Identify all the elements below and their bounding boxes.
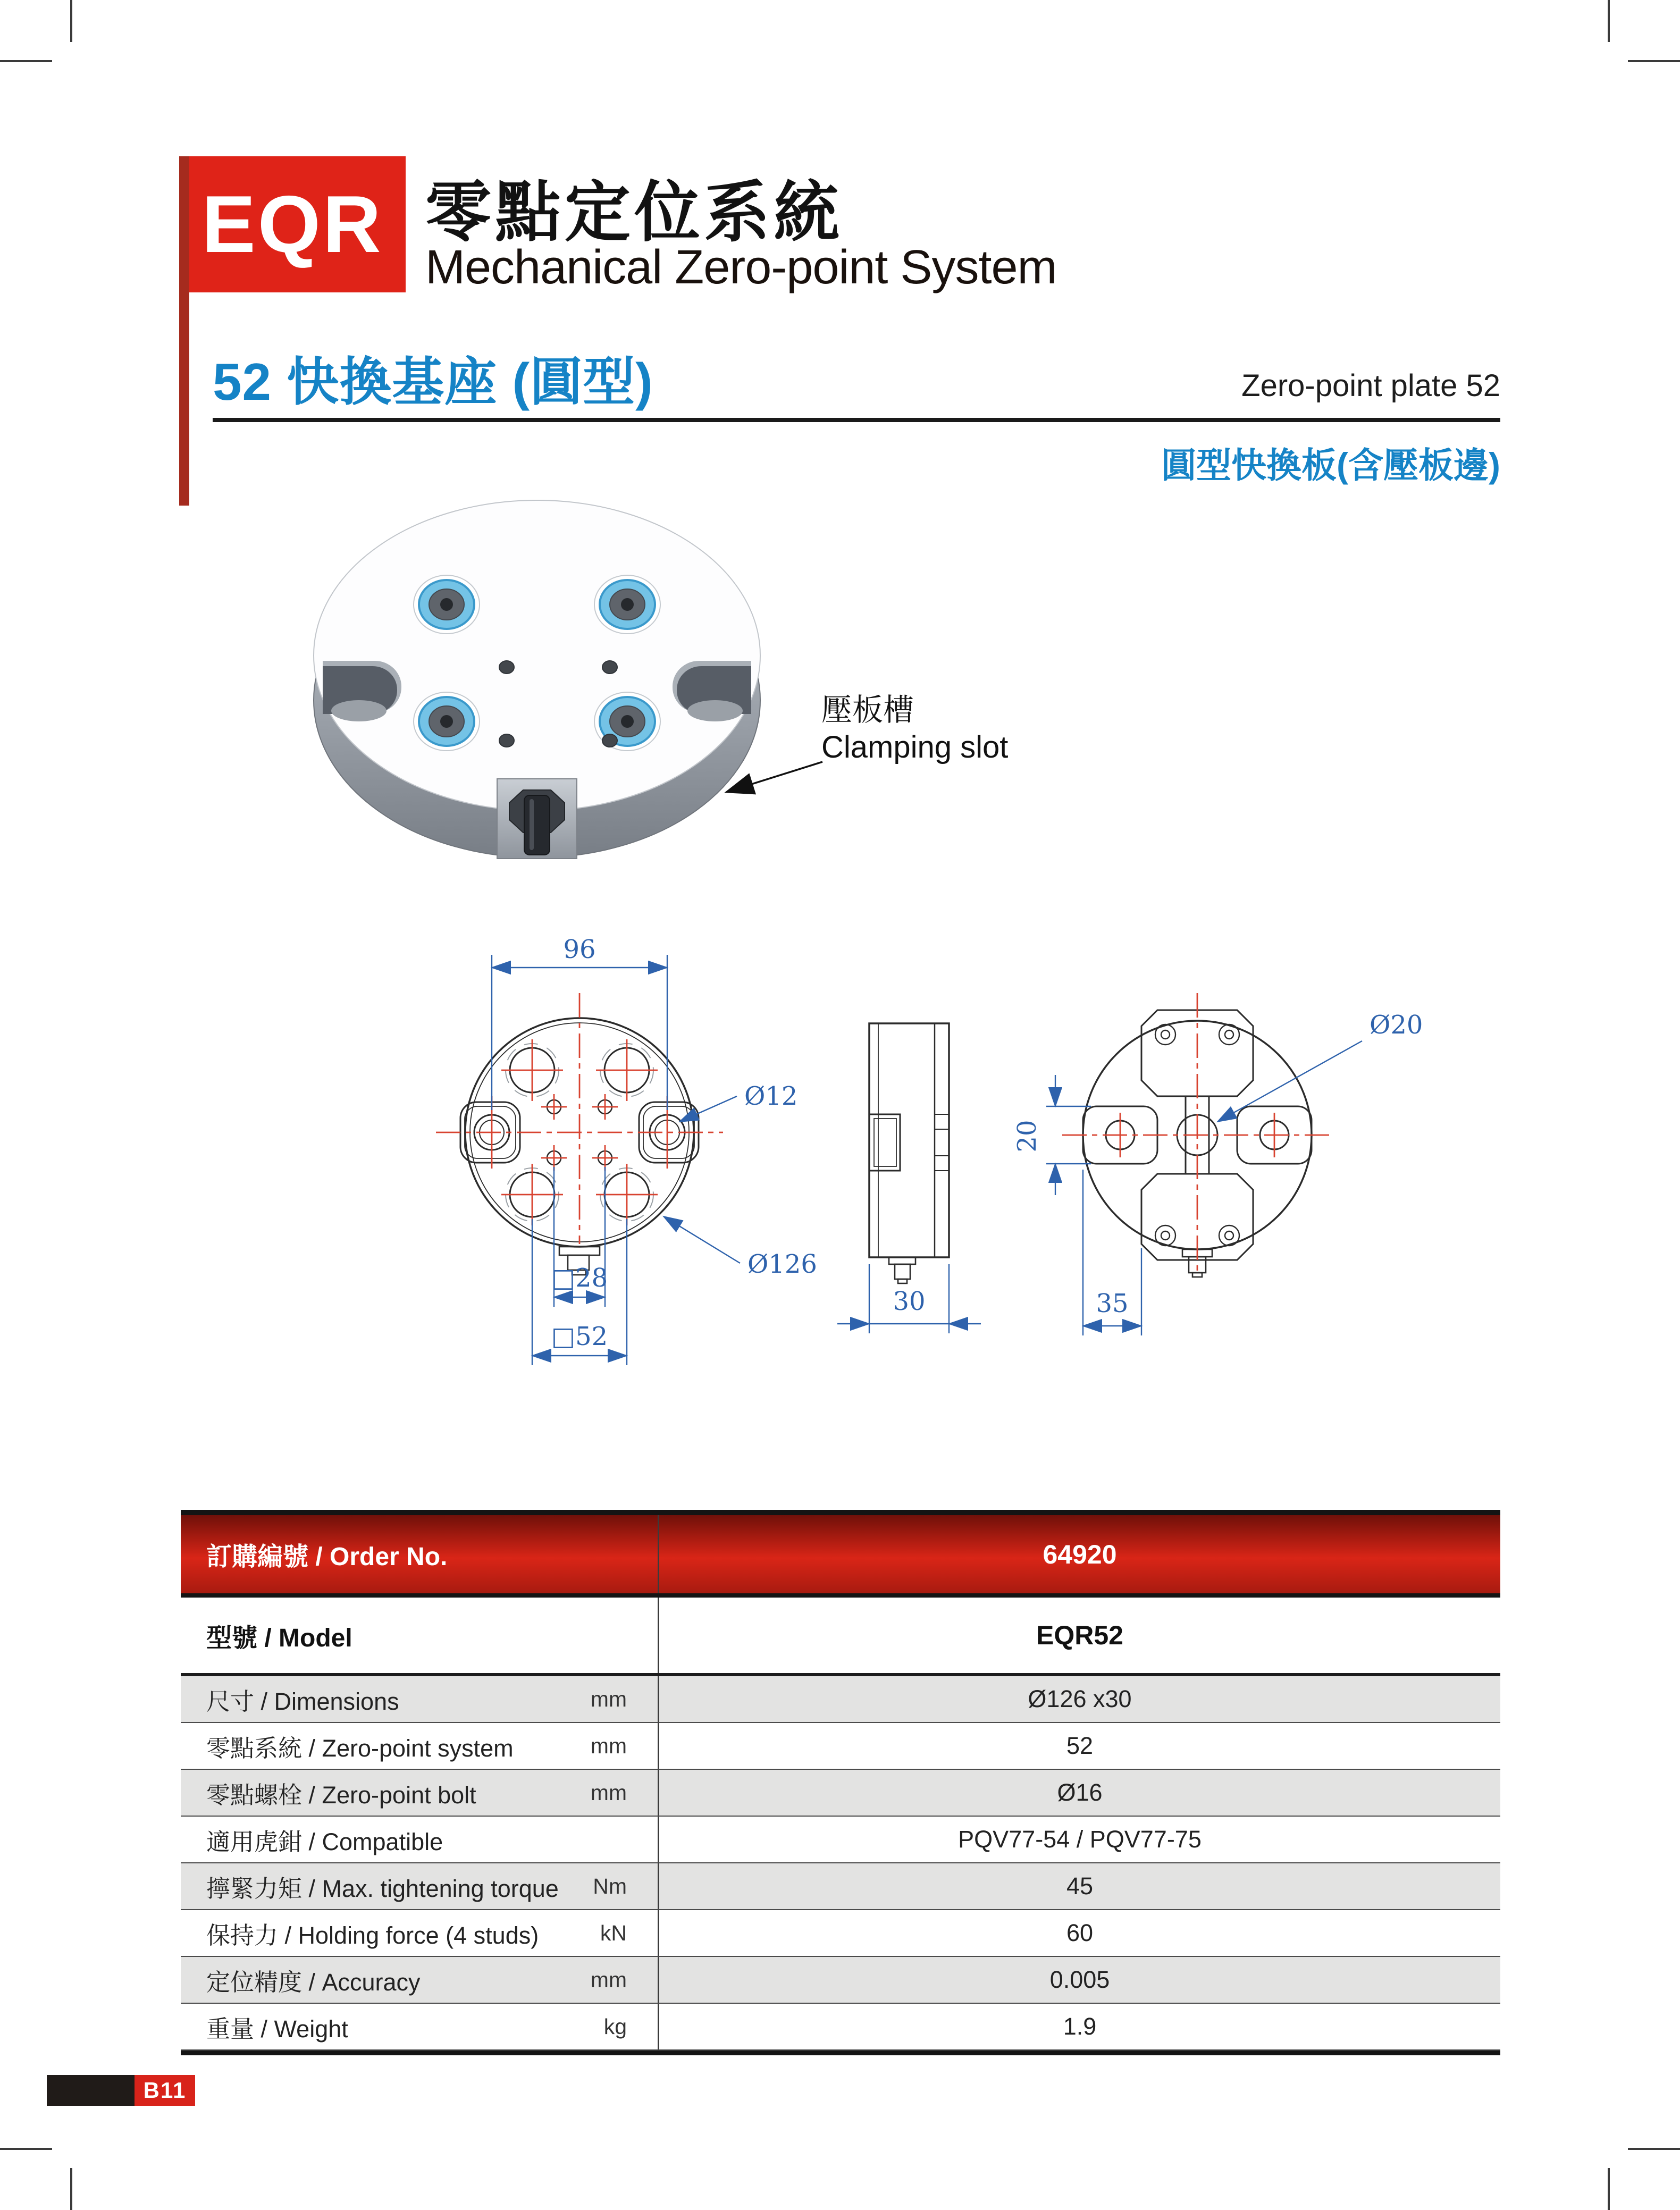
row-value: 52	[1066, 1732, 1094, 1759]
drawing-side-view	[837, 1023, 981, 1333]
row-unit: mm	[590, 1967, 627, 1992]
dim-front-square-52: □52	[551, 1322, 608, 1351]
order-no-value: 64920	[1043, 1539, 1117, 1569]
page-number: B11	[143, 2078, 187, 2103]
callout-en: Clamping slot	[821, 730, 1009, 764]
row-label: 零點螺栓 / Zero-point bolt	[206, 1781, 476, 1809]
product-photo-zero-point-plate	[295, 492, 779, 864]
table-row-weight	[181, 2004, 1500, 2051]
row-unit: Nm	[593, 1873, 627, 1898]
row-label: 尺寸 / Dimensions	[206, 1687, 399, 1715]
table-row-model	[181, 1598, 1500, 1676]
series-badge-label: EQR	[201, 179, 383, 270]
row-value: 0.005	[1049, 1966, 1110, 1993]
table-row-accuracy	[181, 1957, 1500, 2004]
table-row-tightening-torque	[181, 1863, 1500, 1910]
technical-drawings	[319, 904, 1568, 1451]
section-divider	[213, 418, 1500, 422]
order-no-label: 訂購編號 / Order No.	[206, 1543, 448, 1571]
bushing-bottom-left	[414, 692, 480, 751]
table-row-order	[181, 1515, 1500, 1598]
callout-arrow-icon	[720, 758, 827, 803]
dim-back-hole-d20: Ø20	[1370, 1010, 1423, 1040]
table-row-zero-point-system	[181, 1723, 1500, 1770]
dim-back-slot-height-20: 20	[1012, 1120, 1042, 1153]
dim-side-thickness-30: 30	[893, 1287, 926, 1316]
page-title-en: Mechanical Zero-point System	[425, 241, 1057, 294]
row-unit: mm	[590, 1686, 627, 1711]
footer-bar	[47, 2075, 135, 2106]
table-row-zero-point-bolt	[181, 1770, 1500, 1817]
row-unit: mm	[590, 1733, 627, 1758]
series-badge	[179, 156, 406, 292]
row-label: 定位精度 / Accuracy	[206, 1968, 421, 1996]
row-value: 1.9	[1063, 2013, 1097, 2040]
page-number-badge	[135, 2075, 195, 2106]
row-label: 擰緊力矩 / Max. tightening torque	[206, 1875, 559, 1902]
crop-mark-top-right-vertical	[1608, 0, 1610, 42]
section-title-zh: 52 快換基座 (圓型)	[213, 352, 653, 411]
page-title-zh: 零點定位系統	[425, 176, 844, 249]
table-row-compatible	[181, 1817, 1500, 1863]
row-label: 適用虎鉗 / Compatible	[206, 1828, 443, 1855]
row-unit: mm	[590, 1780, 627, 1805]
crop-mark-top-left-horizontal	[0, 60, 52, 62]
dim-back-offset-35: 35	[1096, 1289, 1129, 1318]
bushing-top-right	[594, 575, 660, 634]
row-label: 零點系統 / Zero-point system	[206, 1734, 514, 1762]
table-row-dimensions	[181, 1676, 1500, 1723]
row-value: 45	[1066, 1872, 1094, 1900]
section-title-en: Zero-point plate 52	[1241, 368, 1500, 403]
drawing-front-view	[436, 935, 817, 1365]
section-subtitle-zh: 圓型快換板(含壓板邊)	[1161, 446, 1500, 485]
dim-front-square-28: □28	[551, 1263, 608, 1293]
model-value: EQR52	[1036, 1620, 1123, 1650]
row-value: 60	[1066, 1919, 1094, 1946]
crop-mark-bottom-right-vertical	[1608, 2168, 1610, 2210]
callout-zh: 壓板槽	[821, 693, 914, 727]
row-value: Ø16	[1057, 1779, 1103, 1806]
row-unit: kg	[603, 2014, 627, 2039]
row-value: PQV77-54 / PQV77-75	[958, 1826, 1202, 1853]
row-label: 重量 / Weight	[206, 2015, 348, 2043]
crop-mark-top-right-horizontal	[1628, 60, 1680, 62]
spec-table	[181, 1510, 1500, 2055]
crop-mark-bottom-left-horizontal	[0, 2148, 52, 2150]
bushing-top-left	[414, 575, 480, 634]
row-label: 保持力 / Holding force (4 studs)	[206, 1921, 539, 1949]
row-value: Ø126 x30	[1028, 1685, 1132, 1712]
badge-flag-pole	[179, 156, 189, 506]
dim-front-hole-d12: Ø12	[744, 1081, 798, 1111]
crop-mark-bottom-right-horizontal	[1628, 2148, 1680, 2150]
crop-mark-bottom-left-vertical	[70, 2168, 72, 2210]
dim-front-width-96: 96	[563, 935, 596, 964]
drawing-back-view	[1012, 993, 1423, 1335]
table-row-holding-force	[181, 1910, 1500, 1957]
clamp-screw	[497, 779, 577, 859]
crop-mark-top-left-vertical	[70, 0, 72, 42]
model-label: 型號 / Model	[206, 1624, 352, 1652]
row-unit: kN	[600, 1920, 627, 1945]
dim-front-outer-d126: Ø126	[747, 1249, 817, 1279]
